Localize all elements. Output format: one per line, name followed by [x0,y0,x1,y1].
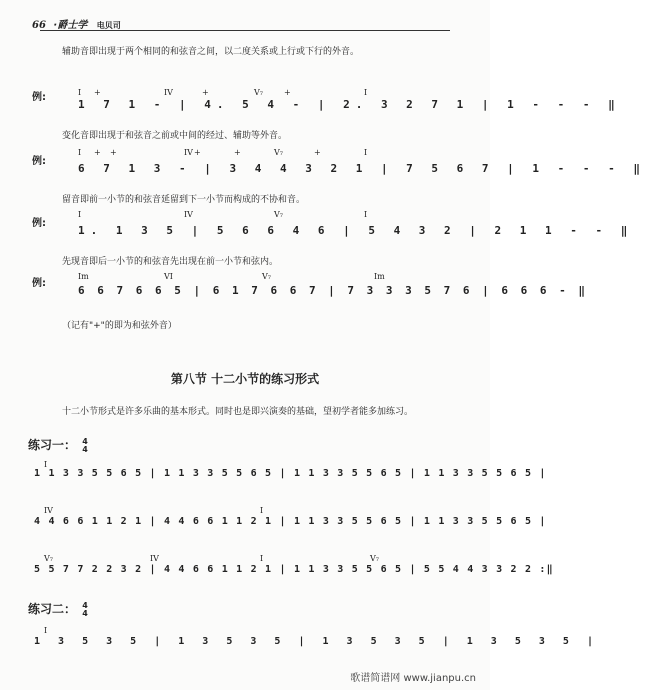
section-heading: 第八节 十二小节的练习形式 [170,372,320,386]
notation-line: 1 1 3 3 5 5 6 5 | 1 1 3 3 5 5 6 5 | 1 1 3 3 5 5 6 5 | 1 1 3 3 5 5 6 5 | [34,468,547,479]
exercise-title: 练习一： 4 4 [28,436,88,454]
time-signature: 4 4 [82,600,88,618]
section-text: 先现音即后一小节的和弦音先出现在前一小节和弦内。 [62,257,279,267]
notation-line: 6 7 1 3 - | 3 4 4 3 2 1 | 7 5 6 7 | 1 - - - ‖ [78,162,646,175]
page-number: 66 [32,20,46,31]
book-title: ·爵士学 [53,20,88,31]
section-text: 留音即前一小节的和弦音延留到下一小节而构成的不协和音。 [62,195,306,205]
exercise-title: 练习二： 4 4 [28,600,88,618]
notation-line: 4 4 6 6 1 1 2 1 | 4 4 6 6 1 1 2 1 | 1 1 3 3 5 5 6 5 | 1 1 3 3 5 5 6 5 | [34,516,547,527]
header-rule [40,30,450,31]
time-signature: 4 4 [82,436,88,454]
example-label: 例: [32,218,46,229]
notation-line: 1. 1 3 5 | 5 6 6 4 6 | 5 4 3 2 | 2 1 1 - - ‖ [78,224,634,237]
example-label: 例: [32,278,46,289]
example-label: 例: [32,92,46,103]
section-text: 辅助音即出现于两个相同的和弦音之间，以二度关系或上行或下行的外音。 [62,47,360,57]
example-label: 例: [32,156,46,167]
notation-line: 1 7 1 - | 4. 5 4 - | 2. 3 2 7 1 | 1 - - - ‖ [78,98,621,111]
section-intro: 十二小节形式是许多乐曲的基本形式。同时也是即兴演奏的基础，望初学者能多加练习。 [62,407,414,417]
footnote: （记有"+"的即为和弦外音） [62,321,177,331]
section-text: 变化音即出现于和弦音之前或中间的经过、辅助等外音。 [62,131,288,141]
notation-line: 1 3 5 3 5 | 1 3 5 3 5 | 1 3 5 3 5 | 1 3 5 3 5 | [34,636,599,647]
notation-line: 6 6 7 6 6 5 | 6 1 7 6 6 7 | 7 3 3 3 5 7 6 | 6 6 6 - ‖ [78,284,588,297]
score-page: 66 ·爵士学 电贝司 辅助音即出现于两个相同的和弦音之间，以二度关系或上行或下行的外音。 例: I + IV + V₇ + I 1 7 1 - | 4. 5 4 - | 2. 3 2 7 1 | 1 - - - ‖ 变化音即出现于和弦音之前或中间的经过、辅助等外音。 例: I + + IV + + V₇ + I 6 7 1 3 - | 3 4 4 3 2 1 | 7 5 6 7 | 1 - - - ‖ 留音即前一小节的和弦音延留到下一小节而构成的不协和音。 例: I IV V₇ I 1. 1 3 5 | 5 6 6 4 6 | 5 4 3 2 | 2 1 1 - - ‖ 先现音即后一小节的和弦音先出现在前一小节和弦内。 例: Im VI V₇ Im 6 6 7 6 6 5 | 6 1 7 6 6 7 | 7 3 3 3 5 7 6 | 6 6 6 - ‖ （记有"+"的即为和弦外音） 第八节 十二小节的练习形式 十二小节形式是许多乐曲的基本形式。同时也是即兴演奏的基础，望初学者能多加练习。 练习一： 4 4 I 1 1 3 3 5 5 6 5 | 1 1 3 3 5 5 6 5 | 1 1 3 3 5 5 6 5 | 1 1 3 3 5 5 6 5 | IV I 4 4 6 6 1 1 2 1 | 4 4 6 6 1 1 2 1 | 1 1 3 3 5 5 6 5 | 1 1 3 3 5 5 6 5 | V₇ IV I V₇ 5 5 7 7 2 2 3 2 | 4 4 6 6 1 1 2 1 | 1 1 3 3 5 5 6 5 | 5 5 4 4 3 3 2 2 :‖ 练习二： 4 4 I 1 3 5 3 5 | 1 3 5 3 5 | 1 3 5 3 5 | 1 3 5 3 5 | 歌谱简谱网 www.jianpu.cn [0,0,490,690]
watermark: 歌谱简谱网 www.jianpu.cn [350,673,476,684]
book-subtitle: 电贝司 [96,21,121,30]
page-header [32,16,121,31]
notation-line: 5 5 7 7 2 2 3 2 | 4 4 6 6 1 1 2 1 | 1 1 3 3 5 5 6 5 | 5 5 4 4 3 3 2 2 :‖ [34,564,554,575]
